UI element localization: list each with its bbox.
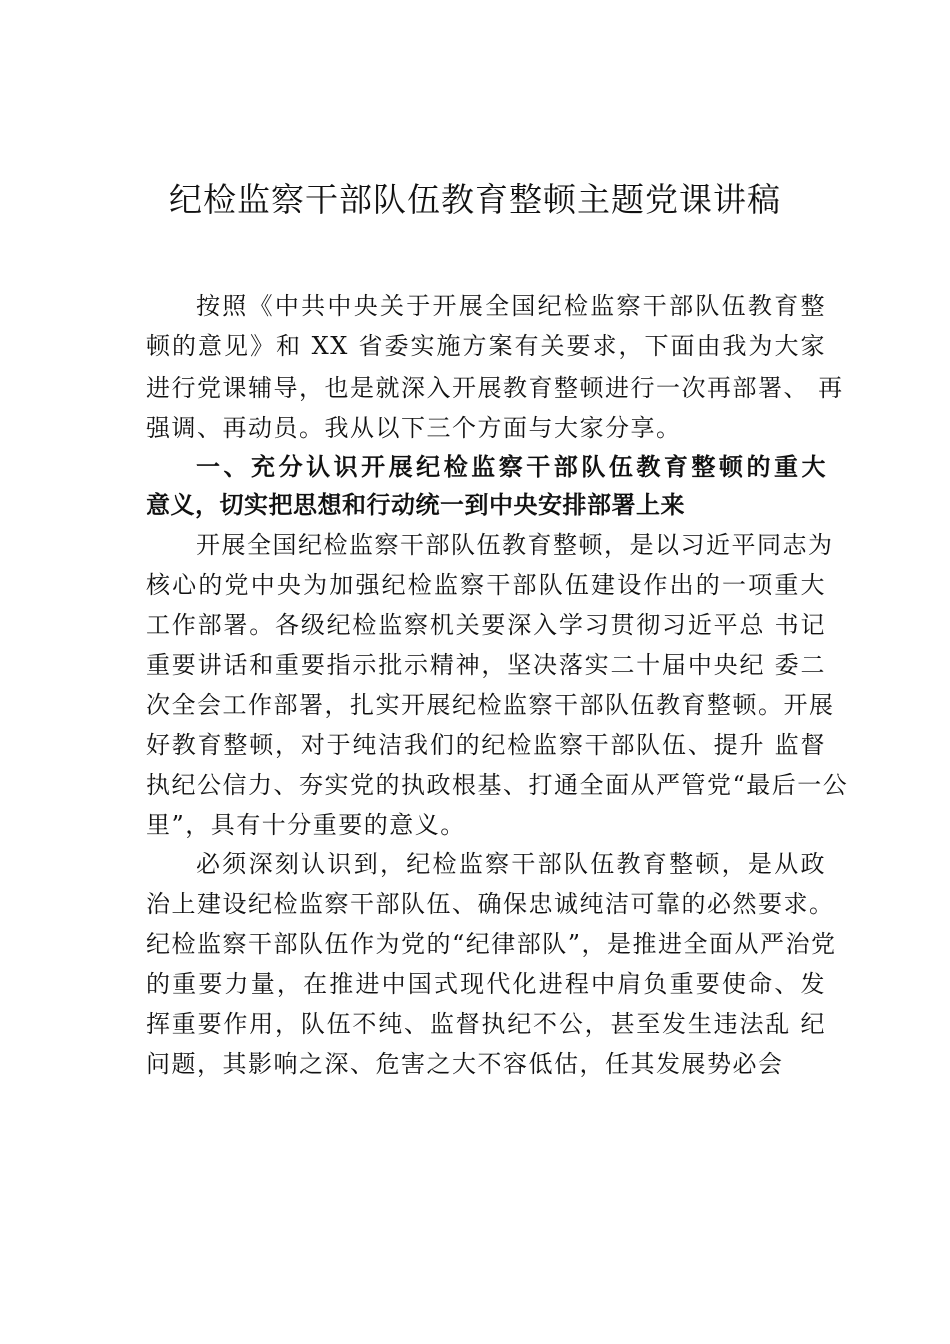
paragraph-3-line-4: 的重要力量，在推进中国式现代化进程中肩负重要使命、发 xyxy=(146,970,826,998)
paragraph-2-line-7: 执纪公信力、夯实党的执政根基、打通全面从严管党“最后一公 xyxy=(146,771,849,799)
paragraph-1-line-4: 强调、再动员。我从以下三个方面与大家分享。 xyxy=(146,414,682,442)
paragraph-2-line-5: 次全会工作部署，扎实开展纪检监察干部队伍教育整顿。开展 xyxy=(146,691,835,719)
paragraph-2-line-3: 工作部署。各级纪检监察机关要深入学习贯彻习近平总 书记 xyxy=(146,611,826,639)
paragraph-3-line-3: 纪检监察干部队伍作为党的“纪律部队”，是推进全面从严治党 xyxy=(146,930,837,958)
section-heading-1-line-1: 一、充分认识开展纪检监察干部队伍教育整顿的重大 xyxy=(196,453,826,481)
paragraph-3-line-1: 必须深刻认识到，纪检监察干部队伍教育整顿，是从政 xyxy=(196,850,826,878)
paragraph-1-line-1: 按照《中共中央关于开展全国纪检监察干部队伍教育整 xyxy=(196,292,826,320)
paragraph-3-line-6: 问题，其影响之深、危害之大不容低估，任其发展势必会 xyxy=(146,1050,784,1078)
paragraph-3-line-5: 挥重要作用，队伍不纯、监督执纪不公，甚至发生违法乱 纪 xyxy=(146,1010,826,1038)
paragraph-2-line-2: 核心的党中央为加强纪检监察干部队伍建设作出的一项重大 xyxy=(146,571,826,599)
paragraph-3-line-2: 治上建设纪检监察干部队伍、确保忠诚纯洁可靠的必然要求。 xyxy=(146,890,835,918)
paragraph-1-line-2: 顿的意见》和 XX 省委实施方案有关要求，下面由我为大家 xyxy=(146,332,826,360)
paragraph-2-line-8: 里”，具有十分重要的意义。 xyxy=(146,811,466,839)
paragraph-2-line-4: 重要讲话和重要指示批示精神，坚决落实二十届中央纪 委二 xyxy=(146,651,826,679)
section-heading-1-line-2: 意义，切实把思想和行动统一到中央安排部署上来 xyxy=(146,491,685,519)
paragraph-2-line-6: 好教育整顿，对于纯洁我们的纪检监察干部队伍、提升 监督 xyxy=(146,731,826,759)
paragraph-2-line-1: 开展全国纪检监察干部队伍教育整顿，是以习近平同志为 xyxy=(196,531,834,559)
paragraph-1-line-3: 进行党课辅导，也是就深入开展教育整顿进行一次再部署、 再 xyxy=(146,374,844,402)
document-title: 纪检监察干部队伍教育整顿主题党课讲稿 xyxy=(169,180,781,219)
